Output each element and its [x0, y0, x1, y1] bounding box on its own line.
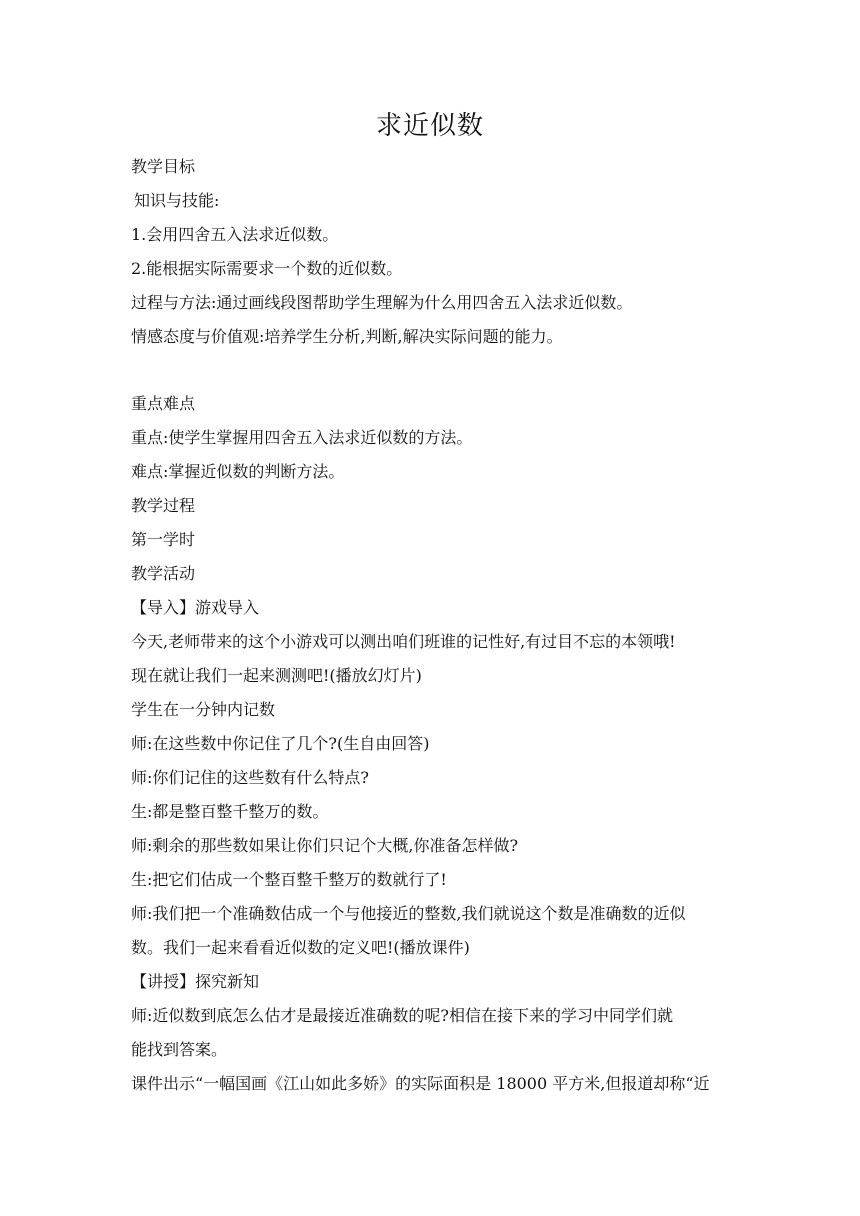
teaching-activity-line: 教学活动: [131, 564, 196, 583]
heading-teaching-objectives: 教学目标: [131, 157, 196, 176]
dialogue-line: 师:近似数到底怎么估才是最接近准确数的呢?相信在接下来的学习中同学们就: [131, 1006, 673, 1025]
dialogue-line: 生:都是整百整千整万的数。: [131, 802, 329, 821]
section-lecture-heading: 【讲授】探究新知: [131, 972, 260, 991]
paragraph-line: 学生在一分钟内记数: [131, 700, 276, 719]
dialogue-line: 师:在这些数中你记住了几个?(生自由回答): [131, 734, 430, 753]
dialogue-line: 师:我们把一个准确数估成一个与他接近的整数,我们就说这个数是准确数的近似: [131, 904, 686, 923]
key-point-line: 重点:使学生掌握用四舍五入法求近似数的方法。: [131, 428, 473, 447]
first-period-line: 第一学时: [131, 530, 196, 549]
subheading-knowledge-skills: 知识与技能:: [134, 191, 220, 210]
paragraph-line: 现在就让我们一起来测测吧!(播放幻灯片): [131, 666, 422, 685]
dialogue-line: 生:把它们估成一个整百整千整万的数就行了!: [131, 870, 447, 889]
heading-key-points: 重点难点: [131, 394, 196, 413]
difficulty-line: 难点:掌握近似数的判断方法。: [131, 462, 345, 481]
paragraph-line: 今天,老师带来的这个小游戏可以测出咱们班谁的记性好,有过目不忘的本领哦!: [131, 632, 676, 651]
heading-teaching-process: 教学过程: [131, 496, 196, 515]
dialogue-line: 师:你们记住的这些数有什么特点?: [131, 768, 369, 787]
objective-item-1: 1.会用四舍五入法求近似数。: [131, 225, 339, 244]
dialogue-line: 数。我们一起来看看近似数的定义吧!(播放课件): [131, 938, 470, 957]
document-title: 求近似数: [375, 111, 484, 141]
courseware-line: 课件出示“一幅国画《江山如此多娇》的实际面积是 18000 平方米,但报道却称“近: [131, 1074, 710, 1093]
attitude-values-line: 情感态度与价值观:培养学生分析,判断,解决实际问题的能力。: [131, 327, 563, 346]
objective-item-2: 2.能根据实际需要求一个数的近似数。: [131, 259, 403, 278]
dialogue-line: 师:剩余的那些数如果让你们只记个大概,你准备怎样做?: [131, 836, 519, 855]
process-method-line: 过程与方法:通过画线段图帮助学生理解为什么用四舍五入法求近似数。: [131, 293, 633, 312]
section-intro-heading: 【导入】游戏导入: [131, 598, 260, 617]
dialogue-line: 能找到答案。: [131, 1040, 228, 1059]
